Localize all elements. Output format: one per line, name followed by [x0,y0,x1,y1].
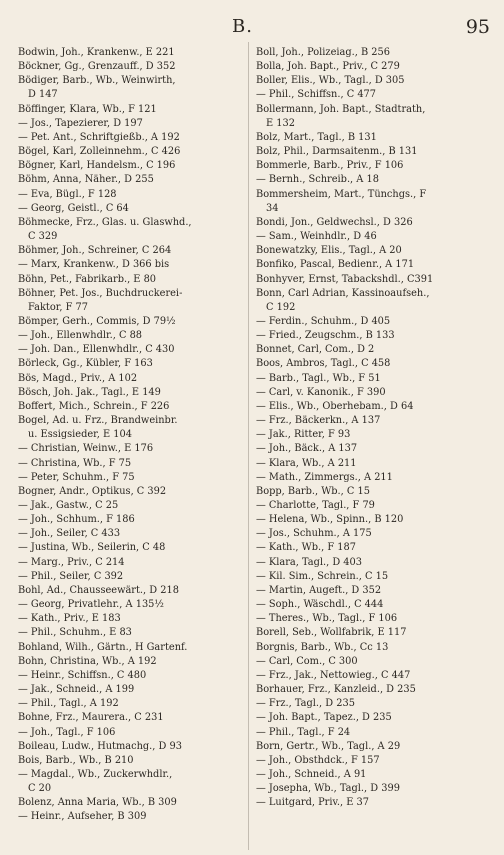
directory-entry: Bonfiko, Pascal, Bedienr., A 171 [256,259,415,271]
directory-entry: — Klara, Tagl., D 403 [256,556,362,568]
directory-entry: — Sam., Weinhdlr., D 46 [256,231,377,243]
directory-entry: — Jak., Gastw., C 25 [18,500,119,511]
directory-entry: C 20 [28,783,52,795]
directory-entry: Bonewatzky, Elis., Tagl., A 20 [256,245,402,257]
directory-entry: — Marx, Krankenw., D 366 bis [18,259,170,271]
directory-entry: Boller, Elis., Wb., Tagl., D 305 [256,75,405,87]
directory-entry: Bolenz, Anna Maria, Wb., B 309 [18,797,177,809]
directory-entry: Bollermann, Joh. Bapt., Stadtrath, [256,103,426,115]
directory-entry: Bopp, Barb., Wb., C 15 [256,485,370,497]
right-column [256,46,496,810]
directory-entry: E 132 [266,117,295,129]
directory-entry: — Jos., Schuhm., A 175 [256,528,372,540]
directory-entry: — Phil., Schuhm., E 83 [18,627,132,639]
directory-entry: — Joh. Dan., Ellenwhdlr., C 430 [18,344,175,356]
directory-entry: u. Essigsieder, E 104 [28,429,132,441]
directory-entry: Bommersheim, Mart., Tünchgs., F [256,188,427,200]
directory-entry: — Theres., Wb., Tagl., F 106 [256,613,398,625]
directory-entry: — Joh., Schneid., A 91 [256,768,367,780]
directory-entry: — Justina, Wb., Seilerin, C 48 [18,542,166,554]
directory-entry: Börleck, Gg., Kübler, F 163 [18,358,153,370]
directory-entry: — Charlotte, Tagl., F 79 [256,500,375,511]
directory-entry: — Phil., Schiffsn., C 477 [256,89,377,101]
directory-entry: — Josepha, Wb., Tagl., D 399 [256,783,400,795]
directory-entry: — Frz., Tagl., D 235 [256,698,355,710]
directory-entry: Bolz, Mart., Tagl., B 131 [256,131,377,143]
directory-entry: Bommerle, Barb., Priv., F 106 [256,160,404,172]
directory-entry: — Bernh., Schreib., A 18 [256,174,379,186]
directory-entry: Bolla, Joh. Bapt., Priv., C 279 [256,61,400,73]
directory-entry: — Peter, Schuhm., F 75 [18,471,135,483]
page-header [0,14,504,44]
directory-entry: Böhner, Pet. Jos., Buchdruckerei- [18,287,183,299]
directory-entry: — Phil., Seiler, C 392 [18,570,124,582]
directory-entry: Böhmecke, Frz., Glas. u. Glaswhd., [18,216,192,228]
page-number: 95 [465,16,490,38]
directory-entry: — Barb., Tagl., Wb., F 51 [256,372,381,384]
directory-entry: — Jak., Ritter, F 93 [256,429,351,441]
directory-entry: — Jak., Schneid., A 199 [18,684,135,696]
directory-entry: Bösch, Joh. Jak., Tagl., E 149 [18,386,161,398]
directory-entry: Bolz, Phil., Darmsaitenm., B 131 [256,146,418,158]
directory-entry: Faktor, F 77 [28,301,88,313]
directory-entry: — Fried., Zeugschm., B 133 [256,330,395,342]
directory-entry: Born, Gertr., Wb., Tagl., A 29 [256,740,401,752]
directory-entry: — Joh., Bäck., A 137 [256,443,358,455]
left-column [18,46,258,825]
directory-entry: Bömper, Gerh., Commis, D 79½ [18,315,176,327]
directory-entry: Bohn, Christina, Wb., A 192 [18,655,157,667]
directory-entry: — Magdal., Wb., Zuckerwhdlr., [18,768,173,780]
directory-entry: — Christina, Wb., F 75 [18,457,132,469]
directory-entry: — Phil., Tagl., A 192 [18,698,119,710]
directory-entry: Bogner, Andr., Optikus, C 392 [18,485,167,497]
directory-entry: Bogel, Ad. u. Frz., Brandweinbr. [18,415,178,427]
directory-entry: Borgnis, Barb., Wb., Cc 13 [256,641,389,653]
directory-entry: Bodwin, Joh., Krankenw., E 221 [18,47,175,58]
directory-entry: Boileau, Ludw., Hutmachg., D 93 [18,740,182,752]
directory-entry: Bonn, Carl Adrian, Kassinoaufseh., [256,287,430,299]
directory-entry: — Helena, Wb., Spinn., B 120 [256,514,404,526]
directory-entry: — Frz., Bäckerkn., A 137 [256,415,381,427]
directory-entry: — Pet. Ant., Schriftgießb., A 192 [18,131,180,143]
directory-entry: — Ferdin., Schuhm., D 405 [256,315,391,327]
directory-entry: Böhmer, Joh., Schreiner, C 264 [18,245,172,257]
directory-entry: — Kath., Wb., F 187 [256,542,356,554]
section-letter: B. [232,16,253,37]
directory-entry: — Kil. Sim., Schrein., C 15 [256,570,389,582]
directory-entry: — Elis., Wb., Oberhebam., D 64 [256,400,414,412]
directory-entry: C 329 [28,231,58,243]
directory-entry: Bohl, Ad., Chausseewärt., D 218 [18,584,179,596]
directory-entry: — Jos., Tapezierer, D 197 [18,117,143,129]
directory-entry: D 147 [28,89,58,101]
directory-entry: C 192 [266,301,296,313]
directory-entry: 34 [266,202,279,214]
directory-entry: — Joh., Ellenwhdlr., C 88 [18,330,143,342]
directory-entry: — Luitgard, Priv., E 37 [256,797,369,809]
directory-entry: Borell, Seb., Wollfabrik, E 117 [256,627,407,639]
directory-entry: — Joh., Obsthdck., F 157 [256,754,380,766]
directory-entry: — Math., Zimmergs., A 211 [256,471,393,483]
directory-entry: Boll, Joh., Polizeiag., B 256 [256,47,390,58]
directory-entry: — Joh., Schhum., F 186 [18,514,135,526]
directory-entry: Böckner, Gg., Grenzauff., D 352 [18,61,176,73]
directory-entry: Bohne, Frz., Maurera., C 231 [18,712,164,724]
directory-entry: Bös, Magd., Priv., A 102 [18,372,138,384]
directory-entry: Bohland, Wilh., Gärtn., H Gartenf. [18,641,188,653]
directory-entry: Bögel, Karl, Zolleinnehm., C 426 [18,146,181,158]
directory-entry: Boos, Ambros, Tagl., C 458 [256,358,391,370]
directory-entry: Böhn, Pet., Fabrikarb., E 80 [18,273,157,285]
directory-entry: — Marg., Priv., C 214 [18,556,125,568]
directory-entry: — Georg, Geistl., C 64 [18,202,129,214]
directory-entry: — Phil., Tagl., F 24 [256,726,351,738]
directory-entry: Bois, Barb., Wb., B 210 [18,754,134,766]
directory-entry: — Eva, Bügl., F 128 [18,188,117,200]
directory-entry: — Georg, Privatlehr., A 135½ [18,599,164,611]
directory-entry: — Martin, Augeft., D 352 [256,584,382,596]
directory-entry: Bögner, Karl, Handelsm., C 196 [18,160,176,172]
directory-entry: — Carl, v. Kanonik., F 390 [256,386,386,398]
directory-entry: Bödiger, Barb., Wb., Weinwirth, [18,75,176,87]
directory-entry: Böffinger, Klara, Wb., F 121 [18,103,157,115]
directory-entry: Borhauer, Frz., Kanzleid., D 235 [256,684,416,696]
directory-entry: — Klara, Wb., A 211 [256,457,357,469]
directory-entry: — Kath., Priv., E 183 [18,613,121,625]
directory-entry: — Carl, Com., C 300 [256,655,358,667]
directory-entry: — Joh., Tagl., F 106 [18,726,116,738]
directory-entry: — Frz., Jak., Nettowieg., C 447 [256,669,411,681]
directory-entry: — Christian, Weinw., E 176 [18,443,154,455]
directory-entry: — Joh., Seiler, C 433 [18,528,121,540]
directory-entry: — Joh. Bapt., Tapez., D 235 [256,712,392,724]
directory-entry: Bonnet, Carl, Com., D 2 [256,344,375,356]
directory-entry: — Heinr., Schiffsn., C 480 [18,669,147,681]
directory-entry: Boffert, Mich., Schrein., F 226 [18,400,170,412]
directory-entry: — Soph., Wäschdl., C 444 [256,599,384,611]
directory-entry: — Heinr., Aufseher, B 309 [18,811,147,823]
directory-entry: Böhm, Anna, Näher., D 255 [18,174,154,186]
directory-entry: Bondi, Jon., Geldwechsl., D 326 [256,216,413,228]
directory-entry: Bonhyver, Ernst, Tabackshdl., C391 [256,273,434,285]
